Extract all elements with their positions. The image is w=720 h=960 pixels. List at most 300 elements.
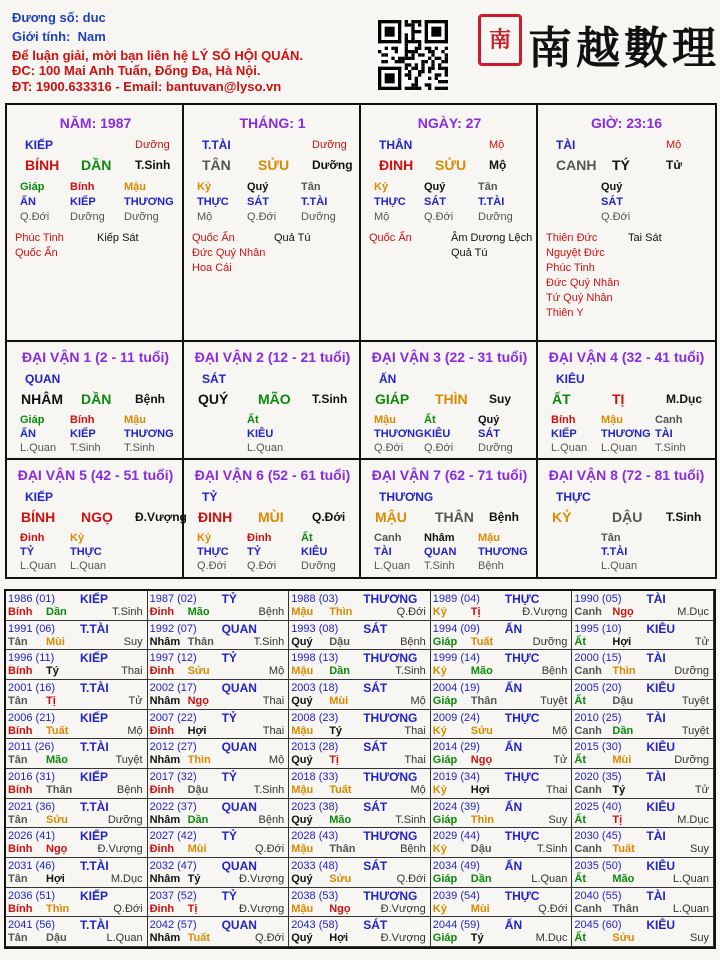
star-item: Tứ Quý Nhân: [546, 292, 613, 304]
dai-van-stem-branch: Bệnh: [489, 510, 519, 524]
year-cell: [148, 621, 290, 651]
year-cell: [148, 917, 290, 947]
dai-van-god: KIẾP: [25, 490, 54, 504]
year-ten-god: ẤN: [504, 799, 523, 814]
year-cell: [6, 739, 148, 769]
year-branch: Dậu: [329, 635, 350, 648]
hidden-stem: L.Quan: [551, 442, 588, 454]
year-label: 2030 (45): [574, 830, 622, 843]
year-branch: Mùi: [470, 902, 490, 915]
hidden-stem: Giáp: [20, 414, 45, 426]
hidden-stem: Dưỡng: [478, 442, 513, 454]
year-ten-god: THƯƠNG: [363, 829, 418, 844]
year-phase: T.Sinh: [253, 635, 285, 648]
year-stem: Tân: [8, 813, 28, 826]
year-stem: Quý: [291, 932, 313, 945]
year-ten-god: ẤN: [504, 918, 523, 933]
dai-van-stem-branch: DẬU: [612, 509, 643, 525]
year-branch: Mùi: [46, 635, 65, 648]
hidden-stem: Quý: [601, 181, 623, 193]
year-branch: Mùi: [612, 754, 632, 767]
dai-van-cell: [184, 460, 361, 577]
dai-van-stem-branch: QUÝ: [198, 391, 229, 407]
year-stem: Nhâm: [149, 635, 181, 648]
phase-label: Mộ: [666, 139, 682, 151]
hidden-stem: THƯƠNG: [124, 428, 174, 440]
pillar-stem-branch: Tử: [666, 158, 683, 172]
year-stem: Mậu: [291, 606, 314, 618]
year-branch: Hợi: [329, 932, 349, 945]
year-stem: Quý: [291, 873, 313, 885]
year-cell: [431, 621, 573, 651]
year-phase: Thai: [404, 754, 426, 767]
year-label: 2015 (30): [574, 741, 622, 754]
header: [0, 0, 720, 100]
year-branch: Ngọ: [329, 902, 351, 915]
year-phase: Q.Đới: [254, 843, 285, 856]
year-ten-god: T.TÀI: [80, 681, 109, 695]
logo-seal-icon: 南: [478, 14, 522, 66]
dai-van-stem-branch: Đ.Vượng: [135, 510, 187, 524]
year-phase: Q.Đới: [113, 902, 143, 915]
hidden-stem: THỰC: [70, 546, 102, 558]
year-label: 2000 (15): [574, 652, 622, 665]
year-phase: Bệnh: [258, 813, 285, 826]
year-phase: Tử: [694, 635, 709, 648]
year-label: 2011 (26): [8, 741, 55, 754]
star-item: Quốc Ấn: [192, 232, 235, 244]
year-label: 1994 (09): [432, 622, 480, 635]
year-label: 2009 (24): [432, 711, 480, 724]
year-ten-god: QUAN: [221, 859, 257, 873]
year-cell: [289, 739, 431, 769]
hidden-stem: SÁT: [601, 196, 623, 208]
hidden-stem: THƯƠNG: [374, 428, 424, 440]
year-label: 2012 (27): [149, 741, 197, 754]
year-branch: Thân: [470, 695, 498, 707]
year-cell: [431, 858, 573, 888]
year-stem: Kỷ: [432, 665, 447, 678]
dai-van-cell: [538, 460, 715, 577]
year-stem: Giáp: [432, 873, 458, 885]
year-cell: [431, 888, 573, 918]
year-stem: Ất: [574, 873, 586, 885]
year-ten-god: QUAN: [221, 918, 257, 933]
hidden-stem: THỰC: [374, 196, 406, 208]
year-phase: Tử: [694, 784, 709, 796]
year-phase: Thai: [262, 695, 285, 707]
star-item: Quả Tú: [274, 232, 311, 244]
brand-logo: [478, 8, 718, 72]
year-label: 2028 (43): [291, 830, 339, 843]
year-phase: Q.Đới: [396, 873, 426, 885]
hidden-stem: Tân: [478, 181, 498, 193]
year-stem: Mậu: [291, 843, 314, 856]
year-phase: Tử: [553, 754, 568, 767]
year-branch: Hợi: [187, 724, 207, 737]
dai-van-stem-branch: Bệnh: [135, 392, 165, 406]
stars-left: [546, 231, 619, 321]
year-branch: Dần: [470, 873, 492, 885]
year-stem: Canh: [574, 665, 602, 678]
phase-label: Dưỡng: [312, 139, 347, 151]
hidden-stem: L.Quan: [247, 442, 284, 454]
year-branch: Mão: [329, 813, 352, 826]
year-stem: Bính: [8, 606, 33, 618]
chart-grid: [5, 103, 717, 579]
year-stem: Bính: [8, 665, 33, 678]
star-item: Tai Sát: [628, 232, 662, 244]
star-item: Phúc Tinh: [15, 232, 64, 244]
hidden-stem: Q.Đới: [20, 211, 50, 223]
year-cell: [289, 680, 431, 710]
hidden-stem: T.TÀI: [301, 196, 328, 208]
year-cell: [148, 650, 290, 680]
year-cell: [572, 680, 714, 710]
gender-line: [12, 29, 106, 44]
year-phase: Thai: [121, 665, 143, 678]
pillar-stem-branch: SỬU: [258, 157, 290, 173]
year-branch: Thìn: [187, 754, 211, 767]
hidden-stem: KIÊU: [424, 428, 451, 440]
year-cell: [289, 621, 431, 651]
stars-left: [192, 231, 265, 276]
year-phase: Suy: [548, 813, 568, 826]
year-stem: Giáp: [432, 813, 458, 826]
hidden-stem: Q.Đới: [424, 442, 454, 454]
year-label: 2031 (46): [8, 860, 56, 872]
year-phase: Tuyệt: [681, 724, 709, 737]
year-phase: Q.Đới: [538, 902, 568, 915]
year-cell: [6, 591, 148, 621]
year-cell: [6, 769, 148, 799]
year-stem: Bính: [8, 724, 33, 737]
year-branch: Tị: [329, 754, 339, 767]
year-ten-god: TÀI: [646, 710, 666, 725]
pillar-stem-branch: Mộ: [489, 158, 507, 172]
year-cell: [431, 739, 573, 769]
year-ten-god: THƯƠNG: [363, 651, 418, 666]
dai-van-title: ĐẠI VẬN 8 (72 - 81 tuổi): [548, 467, 705, 483]
hidden-stem: SÁT: [424, 196, 446, 208]
dai-van-stem-branch: KỶ: [552, 509, 572, 525]
dai-van-stem-branch: ĐINH: [198, 509, 233, 525]
year-ten-god: KIẾP: [80, 710, 109, 725]
year-branch: Thân: [612, 902, 639, 915]
star-item: Quốc Ấn: [369, 232, 412, 244]
pillar-stem-branch: CANH: [556, 157, 597, 173]
star-item: Hoa Cái: [192, 262, 232, 274]
dai-van-title: ĐẠI VẬN 5 (42 - 51 tuổi): [17, 467, 174, 483]
dai-van-god: THỰC: [556, 490, 591, 504]
year-phase: Bệnh: [400, 635, 426, 648]
year-branch: Ngọ: [187, 695, 209, 707]
year-label: 2045 (60): [574, 919, 622, 932]
owner-line: [12, 10, 106, 25]
year-ten-god: TỶ: [221, 651, 237, 666]
star-item: Thiên Y: [546, 307, 584, 319]
year-cell: [148, 828, 290, 858]
year-ten-god: TỶ: [221, 592, 237, 606]
hidden-stem: Kỷ: [197, 181, 212, 193]
dai-van-stem-branch: THÌN: [435, 391, 468, 407]
dai-van-god: SÁT: [202, 372, 226, 386]
year-cell: [6, 858, 148, 888]
year-label: 2008 (23): [291, 711, 339, 724]
year-phase: Mộ: [552, 724, 568, 737]
owner-value: duc: [82, 10, 106, 25]
year-cell: [572, 858, 714, 888]
year-branch: Thân: [46, 784, 73, 796]
dai-van-stem-branch: T.Sinh: [666, 510, 702, 524]
contact-line: Để luận giải, mời bạn liên hệ LÝ SỐ HỘI QUÁN.: [12, 48, 303, 63]
year-ten-god: KIÊU: [646, 859, 676, 873]
hidden-stem: Đinh: [20, 532, 45, 544]
year-cell: [572, 799, 714, 829]
year-branch: Sửu: [612, 932, 635, 945]
year-phase: Bệnh: [400, 843, 426, 856]
year-ten-god: THỰC: [504, 651, 540, 666]
dai-van-god: ẤN: [379, 372, 397, 386]
year-branch: Tuất: [470, 635, 494, 648]
hidden-stem: THƯƠNG: [478, 546, 528, 558]
hidden-stem: Mậu: [601, 414, 623, 426]
star-item: Đức Quý Nhân: [546, 277, 620, 289]
year-phase: M.Dục: [677, 813, 709, 826]
year-phase: Q.Đới: [396, 606, 426, 618]
year-label: 2036 (51): [8, 889, 56, 902]
year-table: [4, 589, 716, 949]
year-phase: Mộ: [410, 784, 426, 796]
year-cell: [289, 828, 431, 858]
year-phase: Bệnh: [116, 784, 143, 796]
dai-van-cell: [361, 460, 538, 577]
stars-right: [628, 231, 662, 246]
year-stem: Giáp: [432, 754, 458, 767]
year-phase: Bệnh: [541, 665, 568, 678]
hidden-stem: Q.Đới: [601, 211, 631, 223]
hidden-stem: THƯƠNG: [601, 428, 651, 440]
year-phase: Đ.Vượng: [239, 873, 285, 885]
year-cell: [6, 650, 148, 680]
year-cell: [572, 828, 714, 858]
year-ten-god: KIÊU: [646, 681, 676, 695]
year-label: 2029 (44): [432, 830, 480, 843]
year-label: 2020 (35): [574, 771, 622, 783]
year-label: 2038 (53): [291, 889, 339, 902]
year-cell: [289, 799, 431, 829]
pillar-cell: [7, 105, 184, 342]
year-cell: [6, 680, 148, 710]
year-branch: Tuất: [187, 932, 210, 945]
year-ten-god: THƯƠNG: [363, 770, 418, 784]
year-ten-god: SÁT: [363, 681, 388, 695]
hidden-stem: SÁT: [478, 428, 500, 440]
dai-van-stem-branch: MÙI: [258, 509, 284, 525]
hidden-stem: Ất: [301, 532, 313, 544]
year-branch: Hợi: [612, 635, 632, 648]
hidden-stem: L.Quan: [601, 442, 638, 454]
year-stem: Nhâm: [149, 695, 181, 707]
hidden-stem: T.TÀI: [478, 196, 505, 208]
hidden-stem: Q.Đới: [247, 211, 277, 223]
year-label: 2001 (16): [8, 682, 56, 694]
phase-label: Dưỡng: [135, 139, 170, 151]
hidden-stem: L.Quan: [601, 560, 638, 572]
dai-van-stem-branch: DẦN: [81, 391, 112, 407]
hidden-stem: Bính: [551, 414, 576, 426]
year-cell: [431, 828, 573, 858]
hidden-stem: Bính: [70, 414, 95, 426]
stars-right: [97, 231, 139, 246]
pillar-stem-branch: TÝ: [612, 157, 630, 173]
star-item: Nguyệt Đức: [546, 247, 605, 259]
year-ten-god: KIẾP: [80, 829, 109, 844]
year-ten-god: TÀI: [646, 651, 666, 666]
year-stem: Đinh: [149, 843, 175, 856]
year-cell: [6, 710, 148, 740]
year-ten-god: ẤN: [504, 621, 523, 636]
hidden-stem: T.Sinh: [424, 560, 455, 572]
hidden-stem: KIẾP: [70, 428, 96, 440]
year-branch: Thân: [187, 635, 214, 648]
stars-left: [369, 231, 412, 246]
year-label: 2007 (22): [149, 711, 197, 724]
year-ten-god: SÁT: [363, 621, 388, 636]
hidden-stem: Mộ: [374, 211, 390, 223]
year-branch: Dần: [612, 724, 634, 737]
year-label: 2043 (58): [291, 919, 339, 932]
year-cell: [6, 828, 148, 858]
year-phase: Dưỡng: [674, 754, 709, 767]
year-ten-god: SÁT: [363, 799, 388, 814]
pillar-stem-branch: BÍNH: [25, 157, 60, 173]
year-stem: Đinh: [149, 665, 175, 678]
year-phase: Mộ: [268, 754, 285, 767]
year-cell: [6, 621, 148, 651]
year-phase: Đ.Vượng: [522, 606, 568, 618]
hidden-stem: Dưỡng: [478, 211, 513, 223]
year-cell: [148, 710, 290, 740]
year-cell: [289, 917, 431, 947]
hidden-stem: Dưỡng: [124, 211, 159, 223]
dai-van-stem-branch: ẤT: [552, 391, 571, 407]
year-cell: [148, 799, 290, 829]
year-stem: Đinh: [149, 902, 175, 915]
year-phase: L.Quan: [672, 873, 709, 885]
year-branch: Mùi: [187, 843, 207, 856]
year-label: 1987 (02): [149, 593, 197, 605]
year-stem: Canh: [574, 784, 602, 796]
year-label: 1989 (04): [432, 593, 480, 605]
star-item: Phúc Tinh: [546, 262, 595, 274]
ten-god-label: TÀI: [556, 138, 576, 152]
year-ten-god: KIÊU: [646, 740, 676, 755]
year-stem: Kỷ: [432, 843, 447, 856]
year-branch: Dậu: [187, 784, 209, 796]
dai-van-cell: [361, 342, 538, 460]
pillar-stem-branch: SỬU: [435, 157, 467, 173]
year-stem: Bính: [8, 784, 33, 796]
year-label: 2044 (59): [432, 919, 480, 932]
year-label: 2034 (49): [432, 860, 480, 872]
year-ten-god: TỶ: [221, 829, 237, 844]
dai-van-stem-branch: MẬU: [375, 509, 407, 525]
hidden-stem: Quý: [478, 414, 500, 426]
year-branch: Hợi: [46, 873, 65, 885]
year-label: 1990 (05): [574, 593, 622, 605]
year-stem: Nhâm: [149, 873, 181, 885]
year-cell: [572, 739, 714, 769]
dai-van-stem-branch: NGỌ: [81, 509, 113, 525]
hidden-stem: KIẾP: [70, 196, 96, 208]
year-ten-god: KIẾP: [80, 592, 109, 606]
year-stem: Giáp: [432, 695, 458, 707]
year-stem: Bính: [8, 843, 33, 856]
year-label: 2019 (34): [432, 771, 480, 783]
year-branch: Ngọ: [470, 754, 493, 767]
year-label: 2018 (33): [291, 771, 339, 783]
year-label: 2040 (55): [574, 889, 622, 902]
phone-email-line: ĐT: 1900.633316 - Email: bantuvan@lyso.vn: [12, 79, 282, 94]
year-label: 2025 (40): [574, 800, 622, 813]
year-stem: Ất: [574, 695, 586, 707]
year-cell: [289, 858, 431, 888]
year-label: 2017 (32): [149, 771, 197, 783]
hidden-stem: KIÊU: [247, 428, 274, 440]
hidden-stem: TÀI: [655, 428, 673, 440]
year-phase: T.Sinh: [112, 606, 143, 618]
year-branch: Tị: [612, 813, 623, 826]
year-cell: [572, 769, 714, 799]
dai-van-stem-branch: MÃO: [258, 391, 291, 407]
year-branch: Mão: [470, 665, 493, 678]
hidden-stem: Canh: [655, 414, 683, 426]
year-cell: [431, 650, 573, 680]
year-stem: Canh: [574, 606, 602, 618]
hidden-stem: Mậu: [374, 414, 396, 426]
year-phase: Suy: [123, 635, 143, 648]
hidden-stem: Ất: [247, 414, 259, 426]
year-ten-god: KIẾP: [80, 770, 109, 784]
year-cell: [148, 739, 290, 769]
year-label: 1998 (13): [291, 652, 339, 665]
year-ten-god: T.TÀI: [80, 799, 109, 814]
year-cell: [148, 769, 290, 799]
year-ten-god: SÁT: [363, 859, 388, 873]
year-phase: Mộ: [127, 724, 143, 737]
year-stem: Ất: [574, 932, 586, 945]
year-phase: Dưỡng: [107, 813, 143, 826]
dai-van-stem-branch: TỊ: [612, 391, 625, 407]
year-branch: Dậu: [46, 932, 67, 945]
year-label: 2016 (31): [8, 771, 56, 783]
dai-van-stem-branch: BÍNH: [21, 509, 56, 525]
dai-van-cell: [7, 342, 184, 460]
hidden-stem: L.Quan: [20, 560, 57, 572]
year-branch: Tị: [470, 606, 481, 618]
year-branch: Sửu: [470, 724, 493, 737]
year-stem: Nhâm: [149, 813, 181, 826]
year-cell: [289, 769, 431, 799]
hidden-stem: TỶ: [20, 546, 35, 558]
year-branch: Ngọ: [612, 606, 634, 618]
hidden-stem: ẤN: [20, 428, 36, 440]
year-stem: Đinh: [149, 784, 175, 796]
dai-van-stem-branch: Q.Đới: [312, 510, 346, 524]
year-cell: [572, 888, 714, 918]
year-stem: Canh: [574, 902, 602, 915]
